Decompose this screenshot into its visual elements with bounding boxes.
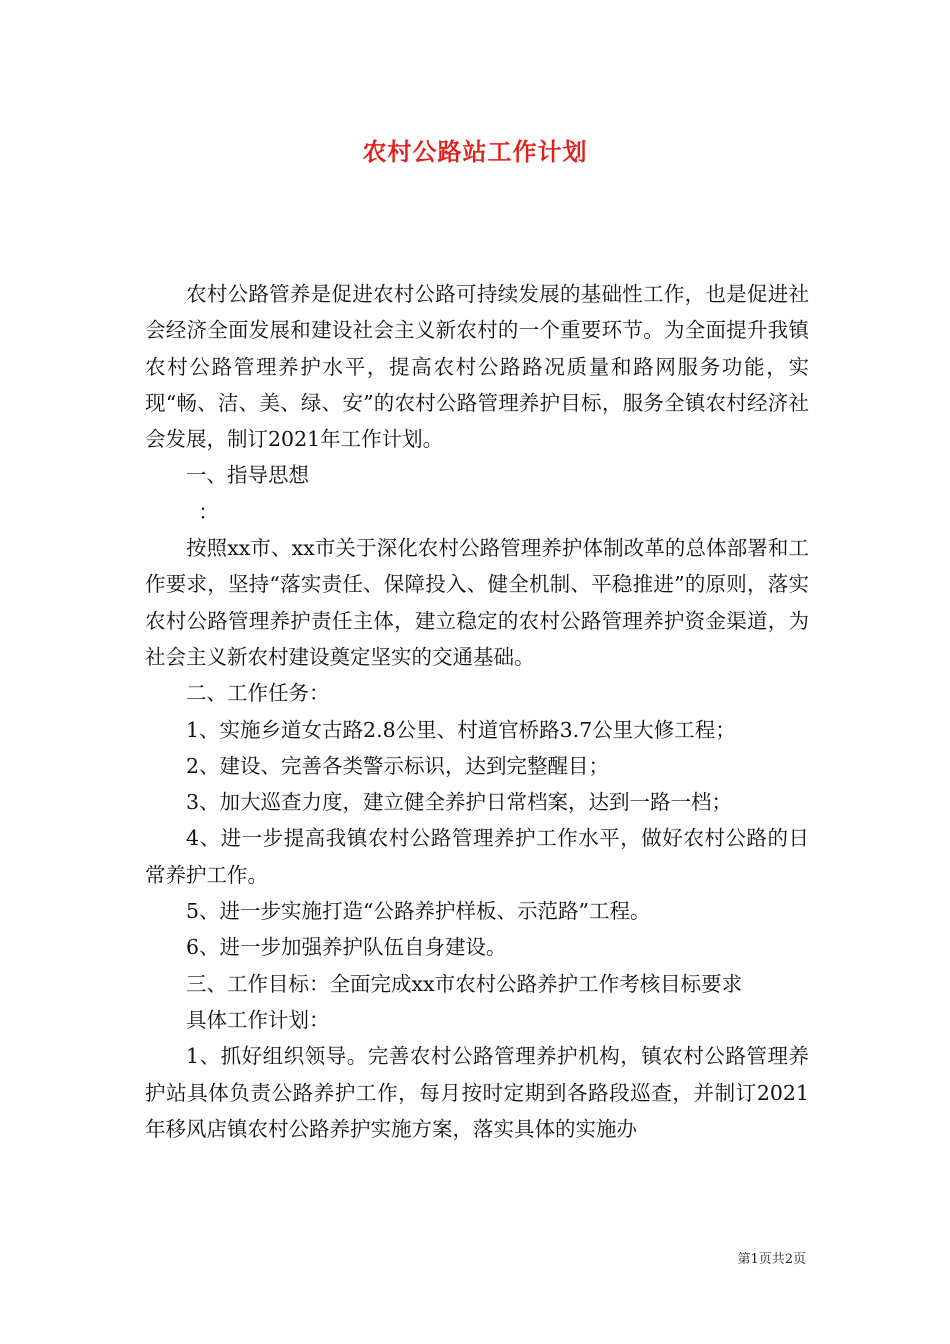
- heading-work-tasks: 二、工作任务：: [186, 681, 330, 706]
- document-title: 农村公路站工作计划: [362, 137, 588, 166]
- task-item-6: 6、进一步加强养护队伍自身建设。: [186, 935, 507, 960]
- task-item-5: 5、进一步实施打造“公路养护样板、示范路”工程。: [186, 899, 651, 924]
- document-body: [145, 276, 809, 1147]
- paragraph-colon: ：: [198, 499, 219, 524]
- heading-work-goals: 三、工作目标：全面完成xx市农村公路养护工作考核目标要求: [186, 971, 743, 996]
- task-item-1: 1、实施乡道女古路2.8公里、村道官桥路3.7公里大修工程；: [186, 717, 736, 742]
- page-footer: 第1页共2页: [737, 1252, 806, 1267]
- plan-item-1: 1、抓好组织领导。完善农村公路管理养护机构，镇农村公路管理养护站具体负责公路养护工作，每月按时定期到各路段巡查，并制订2021年移风店镇农村公路养护实施方案，落实具体的实施办: [145, 1044, 809, 1141]
- task-item-4: 4、进一步提高我镇农村公路管理养护工作水平，做好农村公路的日常养护工作。: [145, 826, 809, 887]
- task-item-3: 3、加大巡查力度，建立健全养护日常档案，达到一路一档；: [186, 790, 733, 815]
- paragraph-intro: 农村公路管养是促进农村公路可持续发展的基础性工作，也是促进社会经济全面发展和建设社会主义新农村的一个重要环节。为全面提升我镇农村公路管理养护水平，提高农村公路路况质量和路网服务功能，实现“畅、洁、美、绿、安”的农村公路管理养护目标，服务全镇农村经济社会发展，制订2021年工作计划。: [145, 282, 809, 452]
- heading-guiding-thought: 一、指导思想: [186, 463, 309, 488]
- paragraph-guiding-thought: 按照xx市、xx市关于深化农村公路管理养护体制改革的总体部署和工作要求，坚持“落实责任、保障投入、健全机制、平稳推进”的原则，落实农村公路管理养护责任主体，建立稳定的农村公路管理养护资金渠道，为社会主义新农村建设奠定坚实的交通基础。: [145, 536, 809, 669]
- task-item-2: 2、建设、完善各类警示标识，达到完整醒目；: [186, 753, 610, 778]
- heading-specific-plan: 具体工作计划：: [186, 1007, 330, 1032]
